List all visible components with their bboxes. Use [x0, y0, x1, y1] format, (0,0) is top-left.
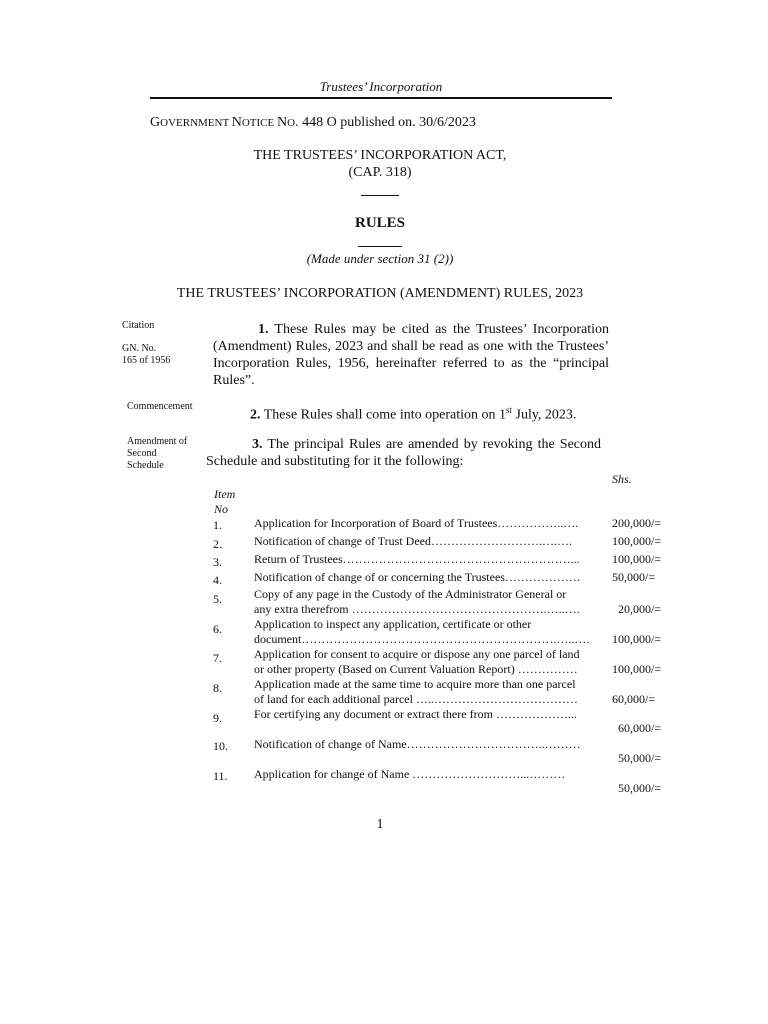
- margin-note-amendment: [127, 436, 187, 472]
- no-letter: N: [277, 115, 288, 130]
- item-number: 6.: [213, 622, 222, 636]
- divider-rule: [361, 195, 399, 196]
- item-description-line: Application for consent to acquire or dispose any one parcel of land: [254, 647, 580, 661]
- gn-smallcaps: OVERNMENT: [160, 117, 232, 129]
- item-amount: 50,000/=: [612, 570, 656, 584]
- currency-header: Shs.: [612, 472, 632, 486]
- item-description: For certifying any document or extract there from ………………...: [254, 707, 577, 721]
- gn-letter: G: [150, 115, 161, 130]
- rules-heading: RULES: [354, 215, 406, 231]
- gn-ref-line: 165 of 1956: [122, 355, 171, 366]
- item-header-line: Item: [214, 487, 236, 501]
- item-number: 5.: [213, 592, 222, 606]
- item-number: 11.: [213, 769, 228, 783]
- item-header-line: No: [214, 502, 229, 516]
- act-title-block: [150, 147, 610, 181]
- amend-note-line: Amendment of: [127, 436, 188, 447]
- item-amount: 200,000/=: [612, 516, 662, 530]
- item-amount: 60,000/=: [618, 721, 662, 735]
- gn-ref-line: GN. No.: [122, 343, 157, 354]
- item-amount: 50,000/=: [618, 751, 662, 765]
- margin-note-gn-ref: [122, 343, 170, 367]
- section-2-superscript: st: [505, 405, 512, 415]
- section-2: [250, 402, 576, 424]
- no-smallcaps: O: [287, 117, 296, 129]
- item-number: 9.: [213, 711, 222, 725]
- item-amount: 60,000/=: [612, 692, 656, 706]
- item-description: Application for Incorporation of Board of Trustees……………..….: [254, 516, 579, 530]
- section-3-number: 3.: [252, 437, 263, 452]
- item-description: [254, 617, 599, 647]
- item-description: Return of Trustees…………………………………………………...: [254, 552, 580, 566]
- n-letter: N: [231, 115, 242, 130]
- item-description-line: Application to inspect any application, certificate or other: [254, 617, 532, 631]
- section-1: [213, 321, 609, 389]
- section-2-number: 2.: [250, 407, 261, 423]
- item-amount: 100,000/=: [612, 534, 662, 548]
- amendment-rules-title: THE TRUSTEES’ INCORPORATION (AMENDMENT) RULES, 2023: [176, 286, 584, 301]
- running-header: Trustees’ Incorporation: [319, 79, 443, 94]
- item-number: 2.: [213, 537, 222, 551]
- item-description-line: Copy of any page in the Custody of the Administrator General or: [254, 587, 567, 601]
- divider-rule: [358, 246, 402, 247]
- item-description: [254, 677, 599, 707]
- item-description-line: document……………………………………………………….…..….: [254, 632, 590, 646]
- made-under-note: (Made under section 31 (2)): [306, 251, 454, 266]
- margin-note-citation: Citation: [122, 320, 155, 331]
- item-amount: 100,000/=: [612, 632, 662, 646]
- section-1-number: 1.: [258, 322, 269, 337]
- item-number: 1.: [213, 518, 222, 532]
- item-number: 7.: [213, 651, 222, 665]
- section-2-text-end: July, 2023.: [512, 407, 577, 423]
- item-description: Application for change of Name ………………………...………: [254, 767, 566, 781]
- section-3-text: The principal Rules are amended by revoking the Second Schedule and substituting for it the following:: [206, 437, 601, 469]
- item-amount: 100,000/=: [612, 552, 662, 566]
- page-number: 1: [376, 817, 384, 832]
- item-number: 8.: [213, 681, 222, 695]
- section-3: [206, 436, 601, 470]
- item-number: 3.: [213, 555, 222, 569]
- item-description: Notification of change of Name……………………………..………: [254, 737, 581, 751]
- item-description: Notification of change of Trust Deed……………………….….….: [254, 534, 572, 548]
- government-notice-line: [150, 115, 476, 131]
- amend-note-line: Second: [127, 448, 157, 459]
- item-no-header: [214, 487, 235, 517]
- item-amount: 50,000/=: [618, 781, 662, 795]
- item-number: 4.: [213, 573, 222, 587]
- item-number: 10.: [213, 739, 228, 753]
- notice-tail: . 448 O published on. 30/6/2023: [295, 115, 476, 130]
- header-rule: [150, 97, 612, 99]
- item-description-line: any extra therefrom ………………………………………….…..….: [254, 602, 580, 616]
- section-1-text: These Rules may be cited as the Trustees’ Incorporation (Amendment) Rules, 2023 and shall be read as one with the Trustees’ Incorporation Rules, 1956, hereinafter referred to as the “principal Rules”.: [213, 322, 609, 388]
- item-description: [254, 647, 599, 677]
- act-title: THE TRUSTEES’ INCORPORATION ACT,: [253, 148, 507, 163]
- item-description-line: Application made at the same time to acquire more than one parcel: [254, 677, 576, 691]
- item-amount: 100,000/=: [612, 662, 662, 676]
- item-description: [254, 587, 599, 617]
- item-description: Notification of change of or concerning the Trustees……………….: [254, 570, 580, 584]
- item-amount: 20,000/=: [618, 602, 662, 616]
- amend-note-line: Schedule: [127, 460, 164, 471]
- act-cap: (CAP. 318): [348, 165, 412, 180]
- margin-note-commencement: Commencement: [127, 401, 193, 412]
- n-smallcaps: OTICE: [241, 117, 277, 129]
- item-description-line: or other property (Based on Current Valuation Report) ……………: [254, 662, 578, 676]
- item-description-line: of land for each additional parcel …..………………………………: [254, 692, 578, 706]
- section-2-text: These Rules shall come into operation on 1: [260, 407, 506, 423]
